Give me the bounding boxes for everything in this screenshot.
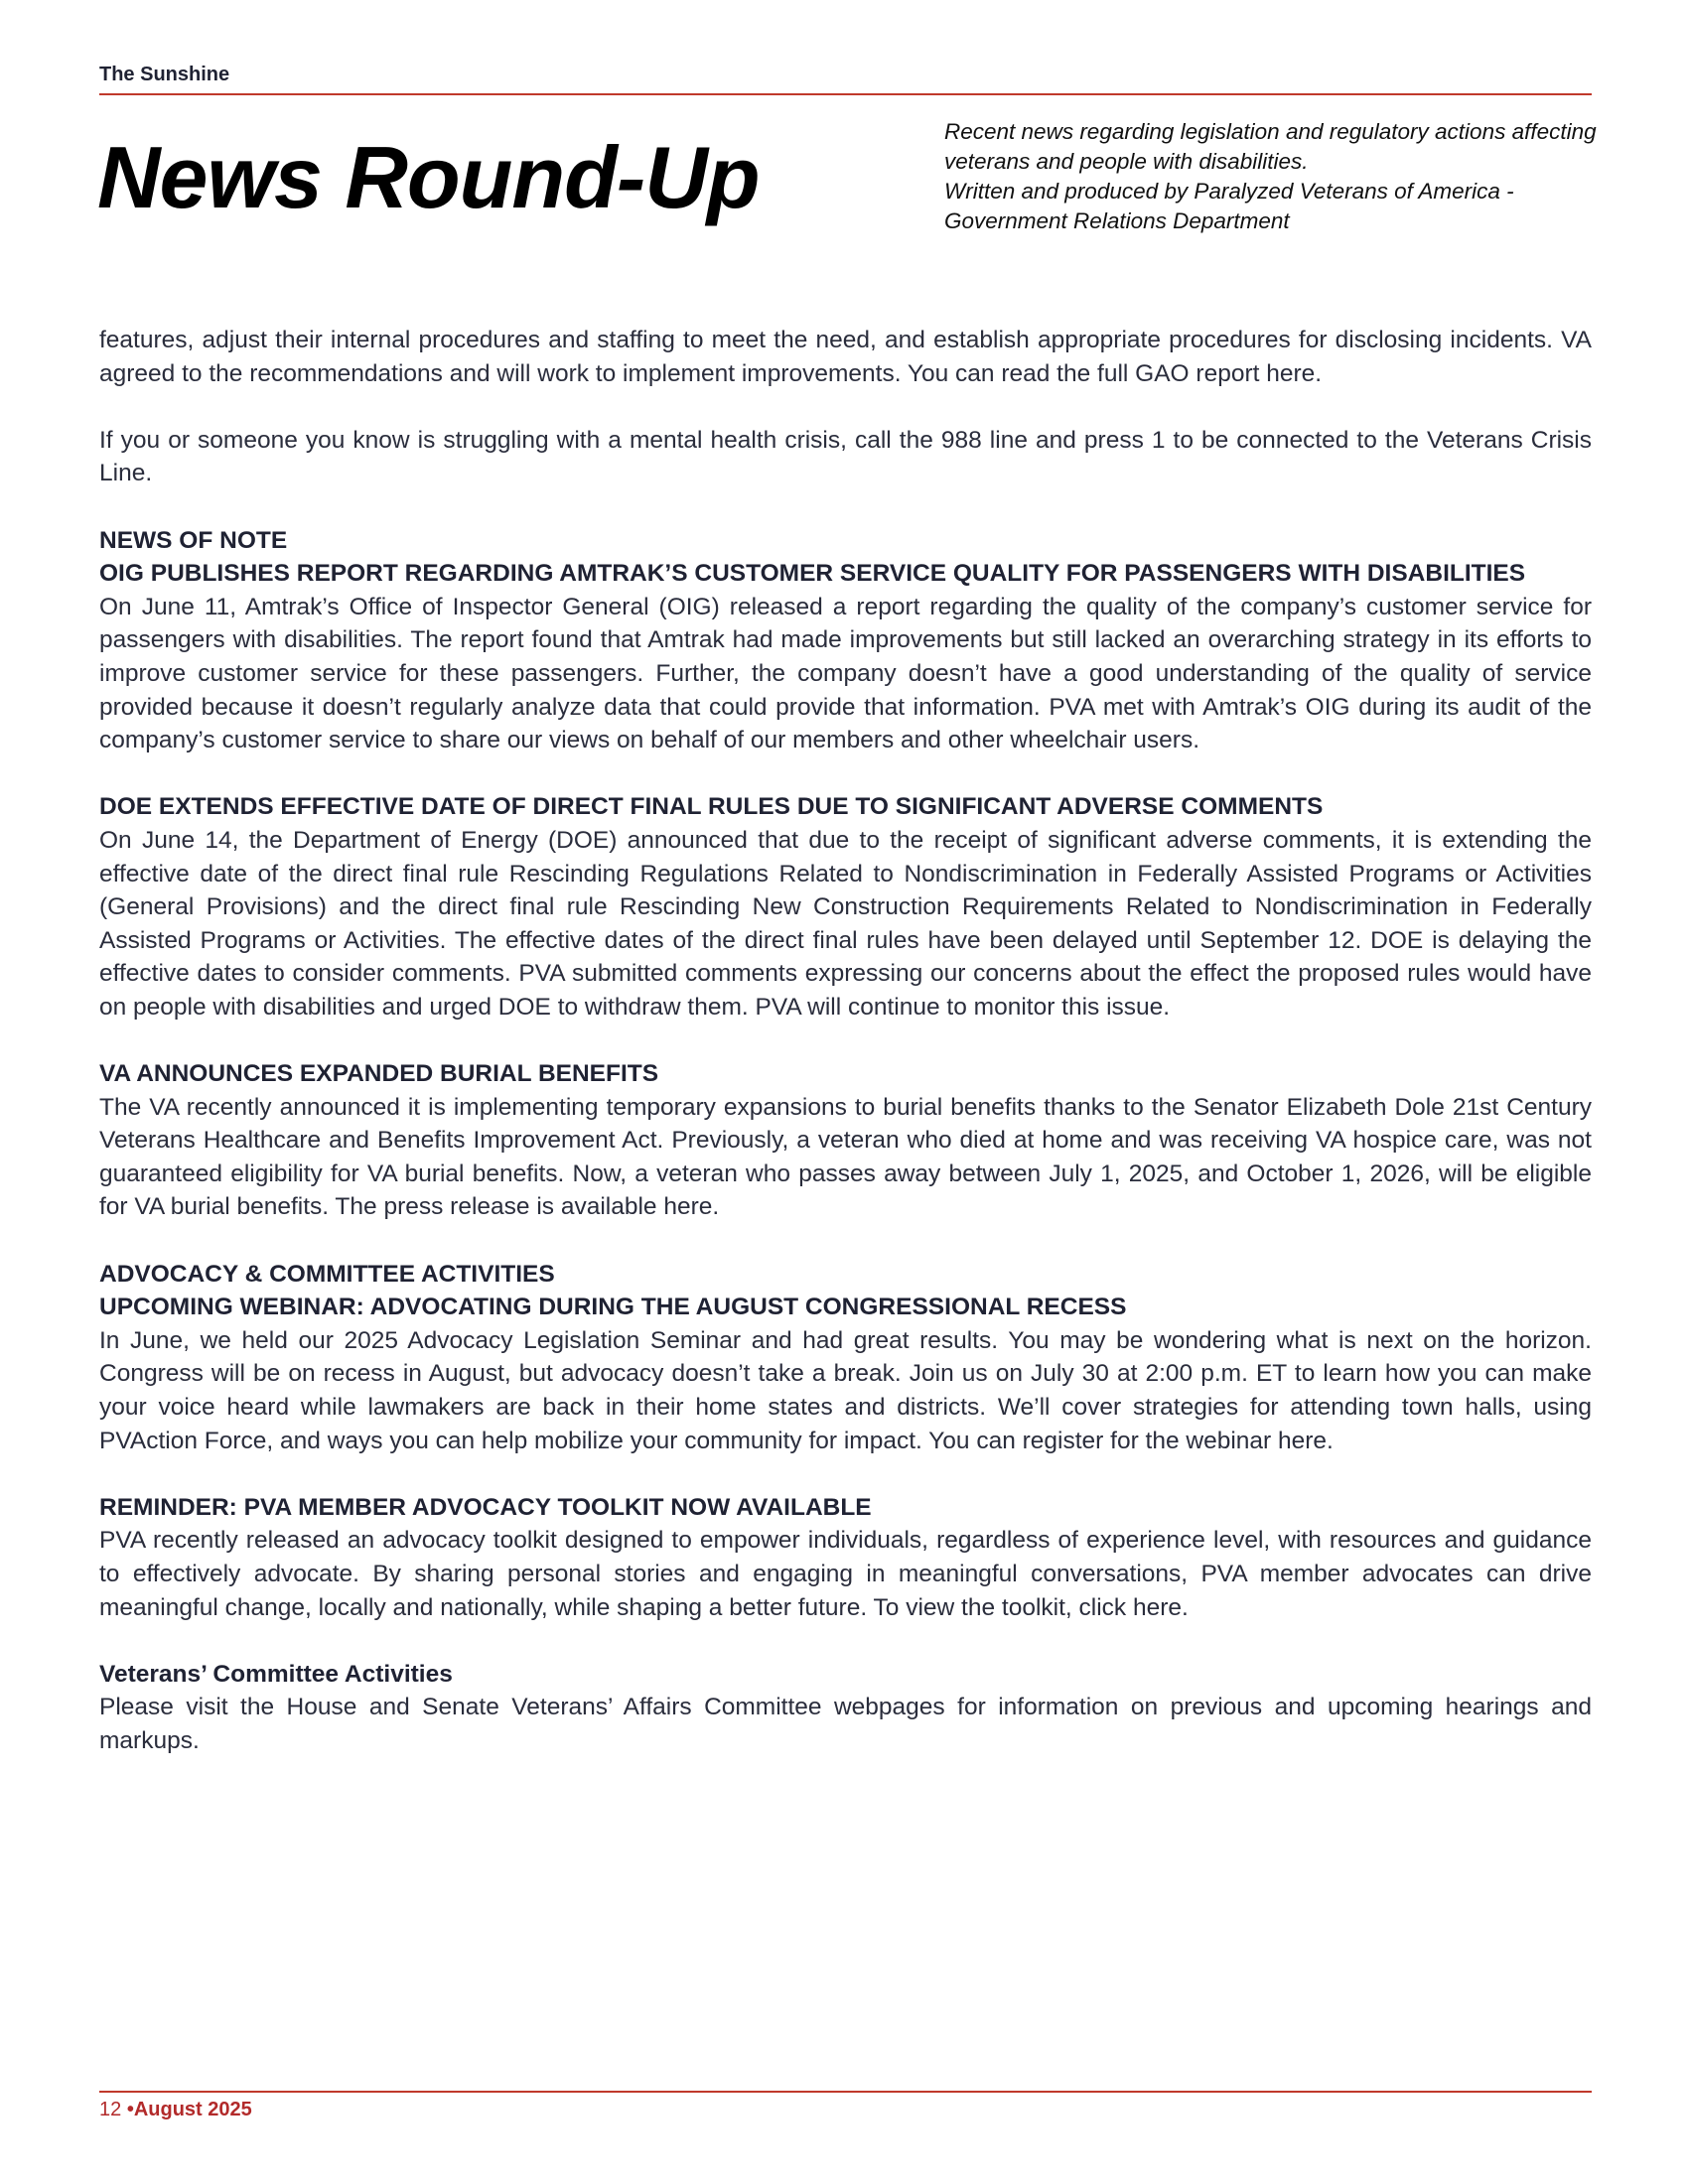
footer-separator: • [126,2099,134,2120]
section-committee [99,1658,1592,1758]
paragraph: If you or someone you know is struggling with a mental health crisis, call the 988 line and press 1 to be connected to the Veterans Crisis Line. [99,426,1592,487]
paragraph: features, adjust their internal procedures and staffing to meet the need, and establish appropriate procedures for disclosing incidents. VA agreed to the recommendations and will work to implement improvements. You can read the full GAO report here. [99,327,1592,387]
section-heading: DOE EXTENDS EFFECTIVE DATE OF DIRECT FINAL RULES DUE TO SIGNIFICANT ADVERSE COMMENTS [99,793,1324,821]
title-blurb [944,117,1600,236]
blurb-line: Written and produced by Paralyzed Veterans of America - Government Relations Department [944,179,1514,233]
section-heading: Veterans’ Committee Activities [99,1660,453,1688]
section-toolkit [99,1491,1592,1624]
blurb-line: Recent news regarding legislation and regulatory actions affecting veterans and people with disabilities. [944,119,1597,174]
paragraph: The VA recently announced it is implementing temporary expansions to burial benefits thanks to the Senator Elizabeth Dole 21st Century Veterans Healthcare and Benefits Improvement Act. Previously, a veteran who died at home and was receiving VA hospice care, was not guaranteed eligibility for VA burial benefits. Now, a veteran who passes away between July 1, 2025, and October 1, 2026, will be eligible for VA burial benefits. The press release is available here. [99,1093,1592,1221]
section-burial [99,1057,1592,1224]
issue-date: August 2025 [133,2099,252,2120]
publication-name: The Sunshine [99,64,230,85]
section-heading: REMINDER: PVA MEMBER ADVOCACY TOOLKIT NOW AVAILABLE [99,1493,872,1521]
section-amtrak [99,524,1592,757]
paragraph: PVA recently released an advocacy toolkit designed to empower individuals, regardless of experience level, with resources and guidance to effectively advocate. By sharing personal stories and engaging in meaningful conversations, PVA member advocates can drive meaningful change, locally and nationally, while shaping a better future. To view the toolkit, click here. [99,1527,1592,1621]
paragraph: Please visit the House and Senate Veterans’ Affairs Committee webpages for information on previous and upcoming hearings and markups. [99,1694,1592,1754]
section-doe [99,790,1592,1024]
paragraph: On June 14, the Department of Energy (DOE) announced that due to the receipt of significant adverse comments, it is extending the effective date of the direct final rule Rescinding Regulations Related to Nondiscrimination in Federally Assisted Programs or Activities (General Provisions) and the direct final rule Rescinding New Construction Requirements Related to Nondiscrimination in Federally Assisted Programs or Activities. The effective dates of the direct final rules have been delayed until September 12. DOE is delaying the effective dates to consider comments. PVA submitted comments expressing our concerns about the effect the proposed rules would have on people with disabilities and urged DOE to withdraw them. PVA will continue to monitor this issue. [99,826,1592,1021]
page-title: News Round-Up [97,128,760,226]
section-heading: ADVOCACY & COMMITTEE ACTIVITIES [99,1260,555,1288]
page-footer [99,2099,252,2121]
section-webinar [99,1258,1592,1458]
footer-rule [99,2091,1592,2093]
paragraph: In June, we held our 2025 Advocacy Legislation Seminar and had great results. You may be wondering what is next on the horizon. Congress will be on recess in August, but advocacy doesn’t take a break. Join us on July 30 at 2:00 p.m. ET to learn how you can make your voice heard while lawmakers are back in their home states and districts. We’ll cover strategies for attending town halls, using PVAction Force, and ways you can help mobilize your community for impact. You can register for the webinar here. [99,1326,1592,1454]
header-rule [99,93,1592,95]
section-subheading: OIG PUBLISHES REPORT REGARDING AMTRAK’S CUSTOMER SERVICE QUALITY FOR PASSENGERS WITH DISABILITIES [99,560,1526,588]
section-heading: NEWS OF NOTE [99,526,288,554]
section-subheading: UPCOMING WEBINAR: ADVOCATING DURING THE AUGUST CONGRESSIONAL RECESS [99,1294,1127,1321]
section-heading: VA ANNOUNCES EXPANDED BURIAL BENEFITS [99,1060,659,1088]
paragraph: On June 11, Amtrak’s Office of Inspector General (OIG) released a report regarding the quality of the company’s customer service for passengers with disabilities. The report found that Amtrak had made improvements but still lacked an overarching strategy in its efforts to improve customer service for these passengers. Further, the company doesn’t have a good understanding of the quality of service provided because it doesn’t regularly analyze data that could provide that information. PVA met with Amtrak’s OIG during its audit of the company’s customer service to share our views on behalf of our members and other wheelchair users. [99,593,1592,754]
page-number: 12 [99,2099,127,2120]
article-body [99,324,1592,1791]
